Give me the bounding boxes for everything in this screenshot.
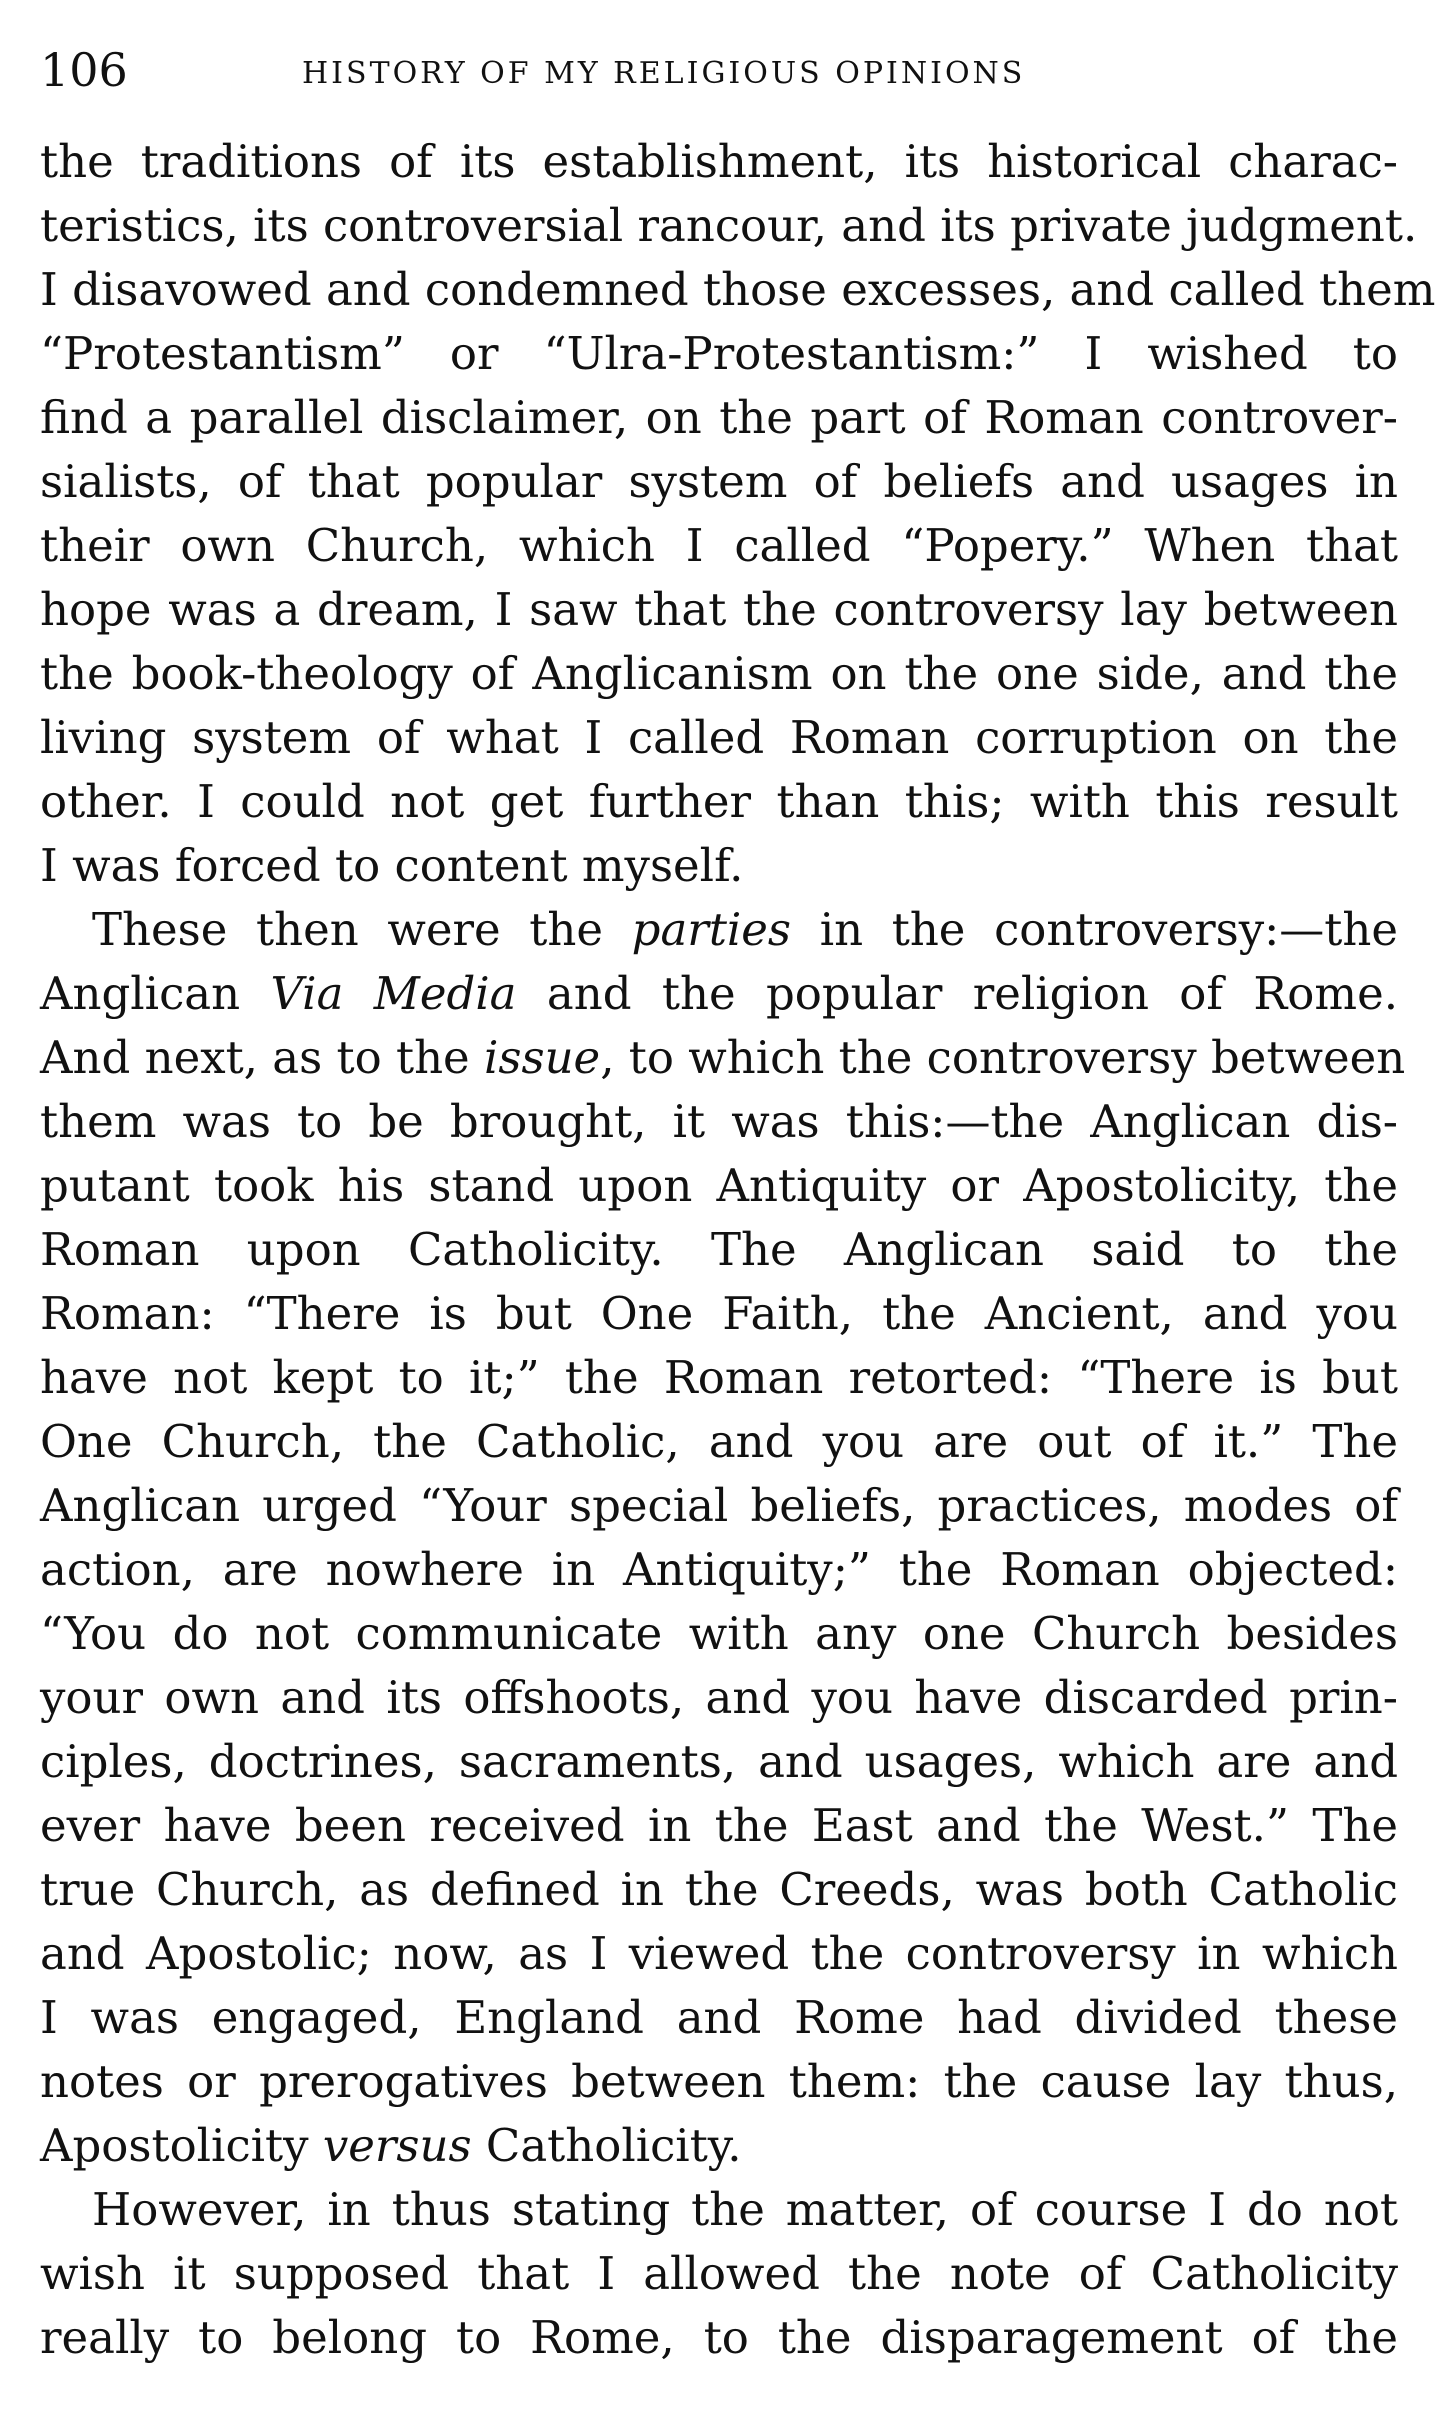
italic-term: versus: [322, 2119, 472, 2172]
text-run: Apostolicity: [40, 2119, 323, 2172]
text-line: true Church, as defined in the Creeds, was both Catholic: [40, 1863, 1398, 1916]
text-line: hope was a dream, I saw that the controversy lay between: [40, 583, 1398, 636]
text-line: I was forced to content myself.: [40, 839, 744, 892]
text-line: However, in thus stating the matter, of course I do not: [92, 2183, 1398, 2236]
text-line: [40, 898, 1398, 962]
running-head: [40, 40, 1398, 100]
text-run: and the popular religion of Rome.: [516, 967, 1399, 1020]
text-line: ever have been received in the East and the West.” The: [40, 1799, 1398, 1852]
text-line: teristics, its controversial rancour, and its private judgment.: [40, 199, 1418, 252]
text-line: sialists, of that popular system of beliefs and usages in: [40, 455, 1398, 508]
text-run: These then were the: [92, 903, 632, 956]
text-line: wish it supposed that I allowed the note of Catholicity: [40, 2247, 1398, 2300]
text-line: “You do not communicate with any one Church besides: [40, 1607, 1398, 1660]
text-line: living system of what I called Roman corruption on the: [40, 711, 1398, 764]
text-line: action, are nowhere in Antiquity;” the Roman objected:: [40, 1543, 1398, 1596]
text-line: the traditions of its establishment, its historical charac-: [40, 135, 1398, 188]
text-line: really to belong to Rome, to the disparagement of the: [40, 2311, 1398, 2364]
text-run: Anglican: [40, 967, 271, 1020]
italic-term: Via Media: [270, 967, 517, 1020]
italic-term: issue: [483, 1031, 601, 1084]
text-line: putant took his stand upon Antiquity or Apostolicity, the: [40, 1159, 1398, 1212]
italic-term: parties: [631, 903, 792, 956]
text-line: [40, 2114, 1398, 2178]
text-line: [40, 1026, 1406, 1090]
text-line: I was engaged, England and Rome had divided these: [40, 1991, 1398, 2044]
text-run: in the controversy:—the: [791, 903, 1398, 956]
text-line: them was to be brought, it was this:—the Anglican dis-: [40, 1095, 1398, 1148]
text-line: find a parallel disclaimer, on the part of Roman controver-: [40, 391, 1398, 444]
body-text: [40, 130, 1436, 2370]
text-line: Anglican urged “Your special beliefs, practices, modes of: [40, 1479, 1398, 1532]
page-number: 106: [40, 43, 128, 97]
text-line: Roman: “There is but One Faith, the Ancient, and you: [40, 1287, 1398, 1340]
text-line: notes or prerogatives between them: the cause lay thus,: [40, 2055, 1398, 2108]
text-line: other. I could not get further than this; with this result: [40, 775, 1398, 828]
text-line: their own Church, which I called “Popery.” When that: [40, 519, 1398, 572]
text-line: I disavowed and condemned those excesses, and called them: [40, 263, 1436, 316]
running-title: HISTORY OF MY RELIGIOUS OPINIONS: [302, 56, 1026, 91]
book-page: [40, 40, 1436, 2370]
text-line: ciples, doctrines, sacraments, and usages, which are and: [40, 1735, 1398, 1788]
text-line: “Protestantism” or “Ulra-Protestantism:” I wished to: [40, 327, 1398, 380]
text-run: And next, as to the: [40, 1031, 484, 1084]
text-line: and Apostolic; now, as I viewed the controversy in which: [40, 1927, 1398, 1980]
text-line: your own and its offshoots, and you have discarded prin-: [40, 1671, 1398, 1724]
text-line: have not kept to it;” the Roman retorted: “There is but: [40, 1351, 1398, 1404]
text-line: the book-theology of Anglicanism on the one side, and the: [40, 647, 1398, 700]
text-run: , to which the controversy between: [600, 1031, 1406, 1084]
text-line: One Church, the Catholic, and you are out of it.” The: [40, 1415, 1398, 1468]
text-line: Roman upon Catholicity. The Anglican said to the: [40, 1223, 1398, 1276]
text-run: Catholicity.: [471, 2119, 742, 2172]
text-line: [40, 962, 1398, 1026]
